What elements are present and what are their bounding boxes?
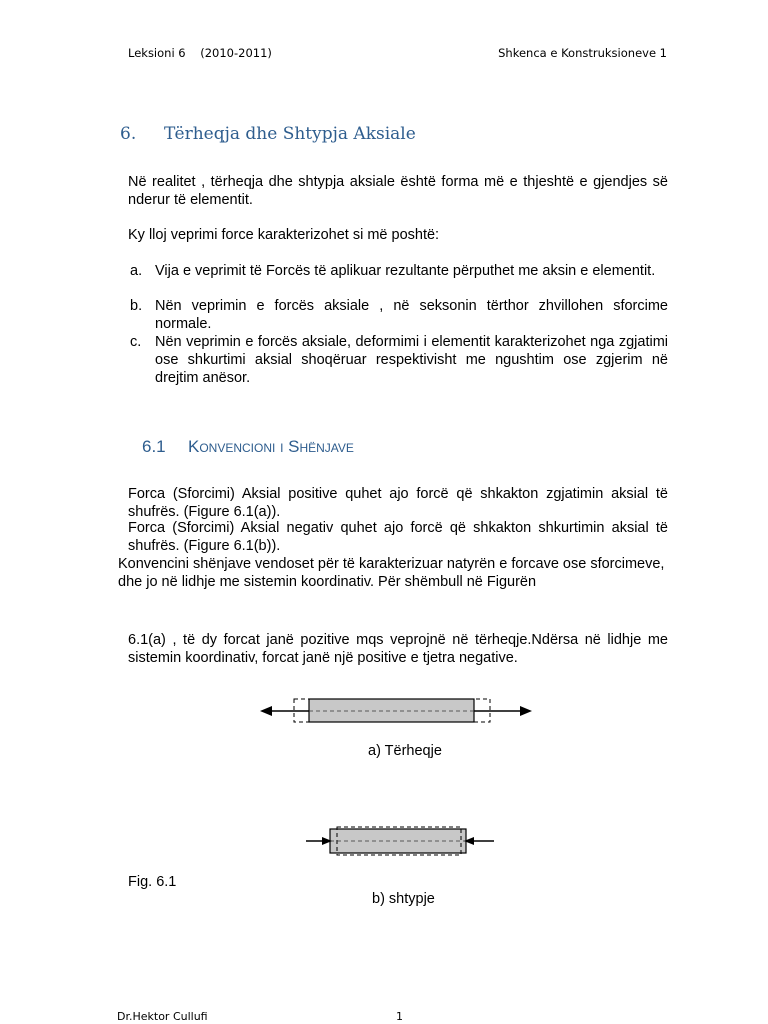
header-lesson: Leksioni 6 (2010-2011) [128,46,272,60]
bar [309,699,474,722]
caption-tension: a) Tërheqje [368,743,442,759]
subsection-number: 6.1 [142,437,166,456]
conv-paragraph-3: Konvencini shënjave vendoset për të karakterizuar natyrën e forcave ose sforcimeve, dhe jo në lidhje me sistemin koordinativ. Për shëmbull në Figurën [118,556,665,590]
list-marker: c. [130,334,142,350]
page-number: 1 [396,1010,403,1023]
list-marker: b. [130,298,143,314]
list-item [130,333,668,387]
subsection-heading [142,437,442,459]
compression-bar-figure [304,826,496,856]
conv-paragraph-4: 6.1(a) , të dy forcat janë pozitive mqs veprojnë në tërheqje.Ndërsa në lidhje me sistemin koordinativ, forcat janë një positive e tjetra negative. [128,632,668,666]
footer-author: Dr.Hektor Cullufi [117,1010,208,1023]
right-arrowhead-icon [520,706,532,716]
left-arrowhead-icon [260,706,272,716]
list-item [130,297,668,333]
subsection-title: Konvencioni i Shënjave [188,437,354,456]
header-course: Shkenca e Konstruksioneve 1 [498,46,667,60]
section-number: 6. [120,124,137,144]
caption-compression: b) shtypje [372,891,435,907]
intro-paragraph-1: Në realitet , tërheqja dhe shtypja aksiale është forma më e thjeshtë e gjendjes së nderur të elementit. [128,174,668,208]
conv-paragraph-2: Forca (Sforcimi) Aksial negativ quhet ajo forcë që shkakton shkurtimin aksial të shufrës. (Figure 6.1(b)). [128,520,668,554]
section-heading [120,124,520,146]
list-item [130,262,668,280]
section-title: Tërheqja dhe Shtypja Aksiale [164,124,416,144]
conv-paragraph-1: Forca (Sforcimi) Aksial positive quhet ajo forcë që shkakton zgjatimin aksial të shufrës. (Figure 6.1(a)). [128,486,668,520]
intro-paragraph-2: Ky lloj veprimi force karakterizohet si më poshtë: [128,227,440,243]
list-text: Nën veprimin e forcës aksiale , në seksonin tërthor zhvillohen sforcime normale. [155,298,668,332]
list-text: Nën veprimin e forcës aksiale, deformimi i elementit karakterizohet nga zgjatimi ose shkurtimi aksial shoqëruar respektivisht me ngushtim ose zgjerim në drejtim anësor. [155,334,668,386]
tension-bar-figure [256,694,536,730]
list-marker: a. [130,263,143,279]
figure-label: Fig. 6.1 [128,874,177,890]
list-text: Vija e veprimit të Forcës të aplikuar rezultante përputhet me aksin e elementit. [155,263,656,279]
